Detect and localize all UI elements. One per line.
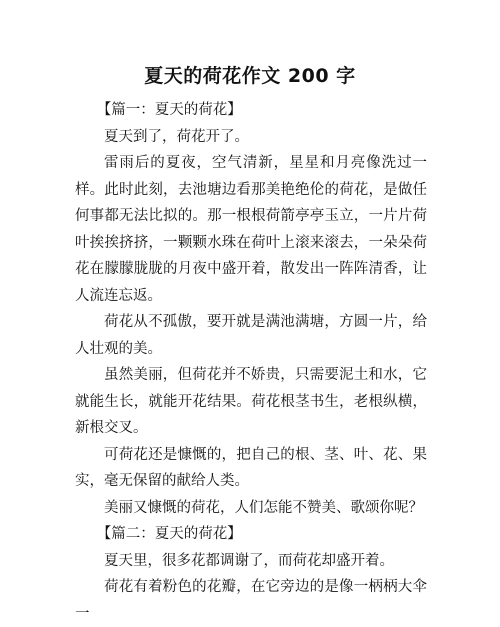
article-body — [75, 97, 427, 627]
paragraph: 虽然美丽，但荷花并不娇贵，只需要泥土和水，它就能生长，就能开花结果。荷花根茎书生，老根纵横，新根交叉。 — [75, 367, 427, 436]
paragraph: 夏天里，很多花都调谢了，而荷花却盛开着。 — [104, 552, 394, 569]
paragraph: 荷花从不孤傲，要开就是满池满塘，方圆一片，给人壮观的美。 — [75, 314, 427, 357]
paragraph: 可荷花还是慷慨的，把自己的根、茎、叶、花、果实，毫无保留的献给人类。 — [75, 446, 427, 489]
paragraph: 美丽又慷慨的荷花，人们怎能不赞美、歌颂你呢？ — [104, 499, 423, 516]
paragraph: 雷雨后的夏夜，空气清新，星星和月亮像洗过一样。此时此刻，去池塘边看那美艳绝伦的荷花，是做任何事都无法比拟的。那一根根荷箭亭亭玉立，一片片荷叶挨挨挤挤，一颗颗水珠在荷叶上滚来滚去，一朵朵荷花在朦朦胧胧的月夜中盛开着，散发出一阵阵清香，让人流连忘返。 — [75, 155, 427, 304]
section-heading: 【篇二：夏天的荷花】 — [96, 526, 242, 542]
section-heading: 【篇一：夏天的荷花】 — [96, 102, 242, 118]
paragraph: 荷花有着粉色的花瓣，在它旁边的是像一柄柄大伞一 — [75, 579, 427, 622]
page-title: 夏天的荷花作文 200 字 — [144, 65, 356, 87]
paragraph: 夏天到了，荷花开了。 — [104, 128, 249, 145]
